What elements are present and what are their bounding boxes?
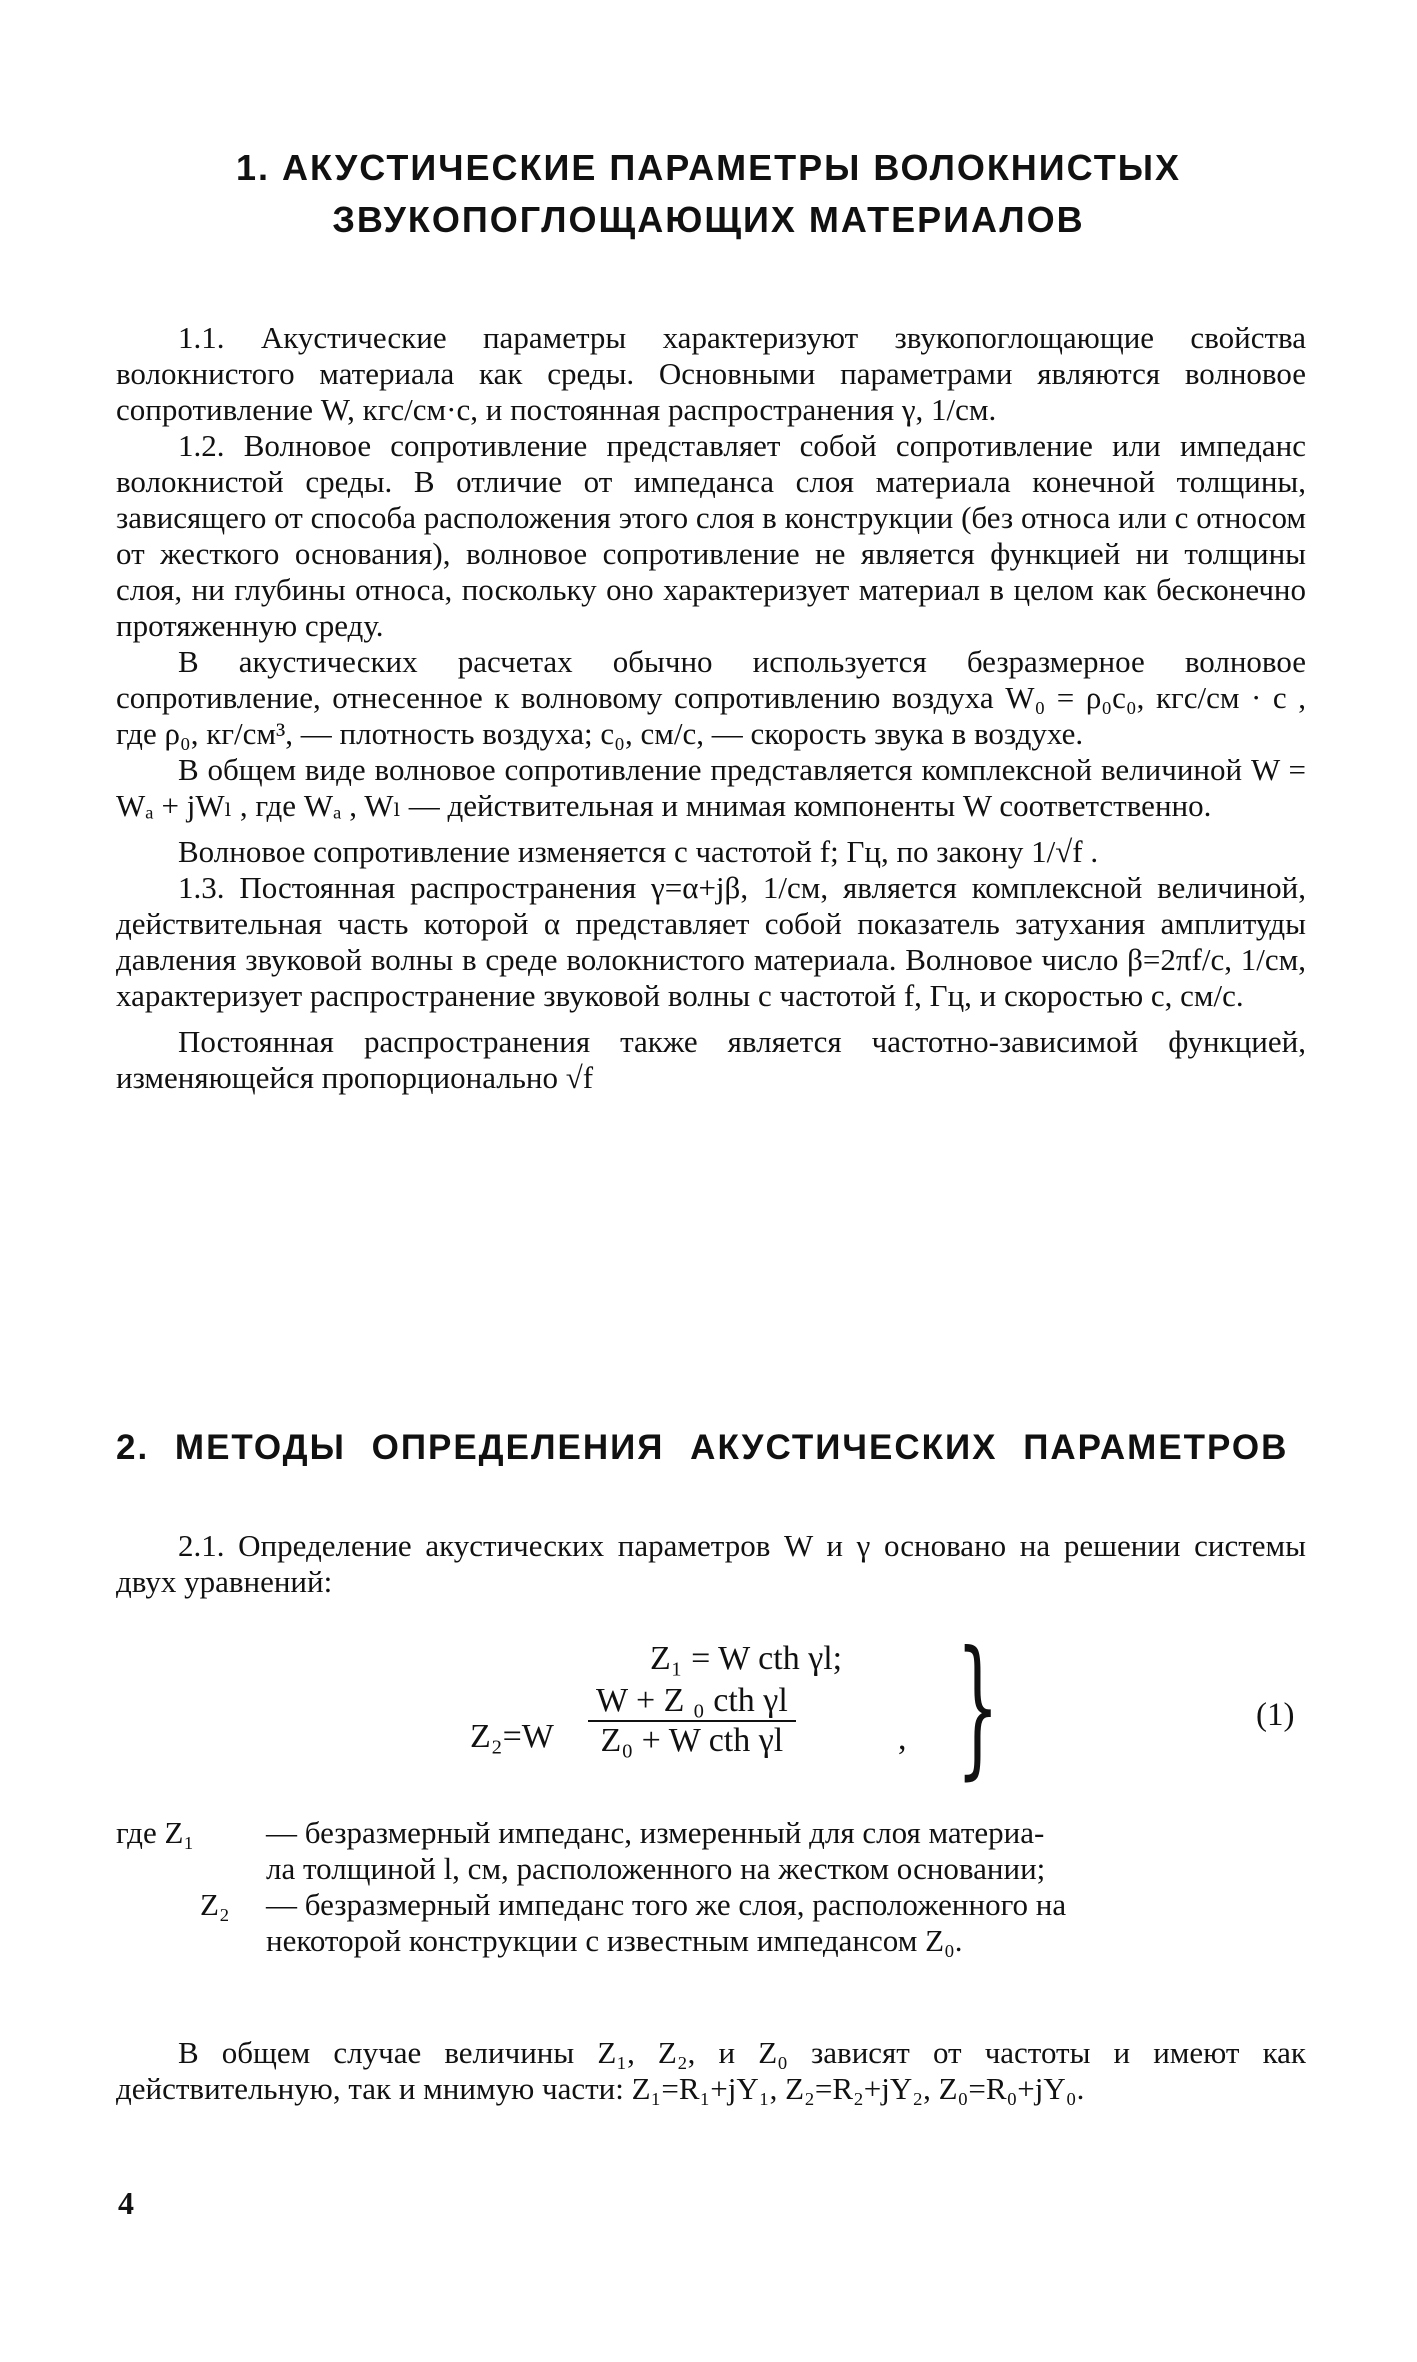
equation-system-1 — [460, 1620, 1000, 1800]
fraction-numerator: W + Z ₀ cth γl — [588, 1682, 796, 1722]
definition-z2-line-2: некоторой конструкции с известным импедансом Z₀. — [266, 1923, 963, 1958]
section-1-heading-line-1: 1. АКУСТИЧЕСКИЕ ПАРАМЕТРЫ ВОЛОКНИСТЫХ — [235, 147, 1182, 188]
fraction-denominator: Z₀ + W cth γl — [600, 1722, 784, 1759]
paragraph-2-1: 2.1. Определение акустических параметров W и γ основано на решении системы двух уравнений: — [116, 1528, 1306, 1599]
section-2-heading: 2. МЕТОДЫ ОПРЕДЕЛЕНИЯ АКУСТИЧЕСКИХ ПАРАМЕТРОВ — [116, 1428, 1289, 1467]
equation-definitions — [116, 1815, 1306, 1959]
paragraph-1-2-cont: В акустических расчетах обычно используется безразмерное волновое сопротивление, отнесенное к волновому сопротивлению воздуха W₀ = ρ₀c₀, кгс/см · с , где ρ₀, кг/см³, — плотность воздуха; c₀, см/с, — скорость звука в воздухе. — [116, 644, 1306, 751]
definition-intro — [116, 1815, 266, 1851]
paragraph-1-2: 1.2. Волновое сопротивление представляет собой сопротивление или импеданс волокнистой среды. В отличие от импеданса слоя материала конечной толщины, зависящего от способа расположения этого слоя в конструкции (без относа или с относом от жесткого основания), волновое сопротивление не является функцией ни толщины слоя, ни глубины относа, поскольку оно характеризует материал в целом как бесконечно протяженную среду. — [116, 428, 1306, 643]
equation-z2-fraction — [588, 1682, 796, 1760]
definition-z1-line-2: ла толщиной l, см, расположенного на жестком основании; — [266, 1851, 1046, 1886]
paragraph-1-3: 1.3. Постоянная распространения γ=α+jβ, 1/см, является комплексной величиной, действительная часть которой α представляет собой показатель затухания амплитуды давления звуковой волны в среде волокнистого материала. Волновое число β=2πf/c, 1/см, характеризует распространение звуковой волны с частотой f, Гц, и скоростью c, см/с. — [116, 870, 1306, 1013]
paragraph-1-1: 1.1. Акустические параметры характеризуют звукопоглощающие свойства волокнистого материала как среды. Основными параметрами являются волновое сопротивление W, кгс/см·с, и постоянная распространения γ, 1/см. — [116, 320, 1306, 427]
symbol-z1: Z₁ — [164, 1815, 195, 1850]
definition-z1 — [116, 1815, 1306, 1887]
definition-z2 — [116, 1887, 1306, 1959]
paragraph-complex-impedance: В общем виде волновое сопротивление представляется комплексной величиной W = Wₐ + jWₗ , где Wₐ , Wₗ — действительная и мнимая компоненты W соответственно. — [116, 752, 1306, 823]
symbol-z2: Z₂ — [200, 1887, 230, 1922]
section-1-heading-line-2: ЗВУКОПОГЛОЩАЮЩИХ МАТЕРИАЛОВ — [332, 199, 1085, 240]
page-number: 4 — [118, 2185, 134, 2221]
section-1-body — [116, 320, 1306, 1096]
definition-z1-line-1: — безразмерный импеданс, измеренный для слоя материа- — [266, 1815, 1045, 1850]
section-2-intro — [116, 1528, 1306, 1600]
equation-number: (1) — [1256, 1697, 1295, 1733]
section-2-closing — [116, 2035, 1306, 2107]
paragraph-frequency-law: Волновое сопротивление изменяется с частотой f; Гц, по закону 1/√f . — [178, 834, 1099, 869]
paragraph-general-case: В общем случае величины Z₁, Z₂, и Z₀ зависят от частоты и имеют как действительную, так и мнимую части: Z₁=R₁+jY₁, Z₂=R₂+jY₂, Z₀=R₀+jY₀. — [116, 2035, 1306, 2106]
system-brace: } — [956, 1620, 1000, 1794]
equation-z2-lhs: Z₂=W — [470, 1718, 554, 1755]
equation-z1: Z₁ = W cth γl; — [650, 1640, 843, 1677]
section-1-heading — [0, 142, 1417, 246]
paragraph-propagation-frequency: Постоянная распространения также является частотно-зависимой функцией, изменяющейся пропорционально √f — [116, 1024, 1306, 1095]
equation-comma: , — [898, 1720, 907, 1757]
definition-z2-line-1: — безразмерный импеданс того же слоя, расположенного на — [266, 1887, 1067, 1922]
where-word: где — [116, 1815, 157, 1850]
